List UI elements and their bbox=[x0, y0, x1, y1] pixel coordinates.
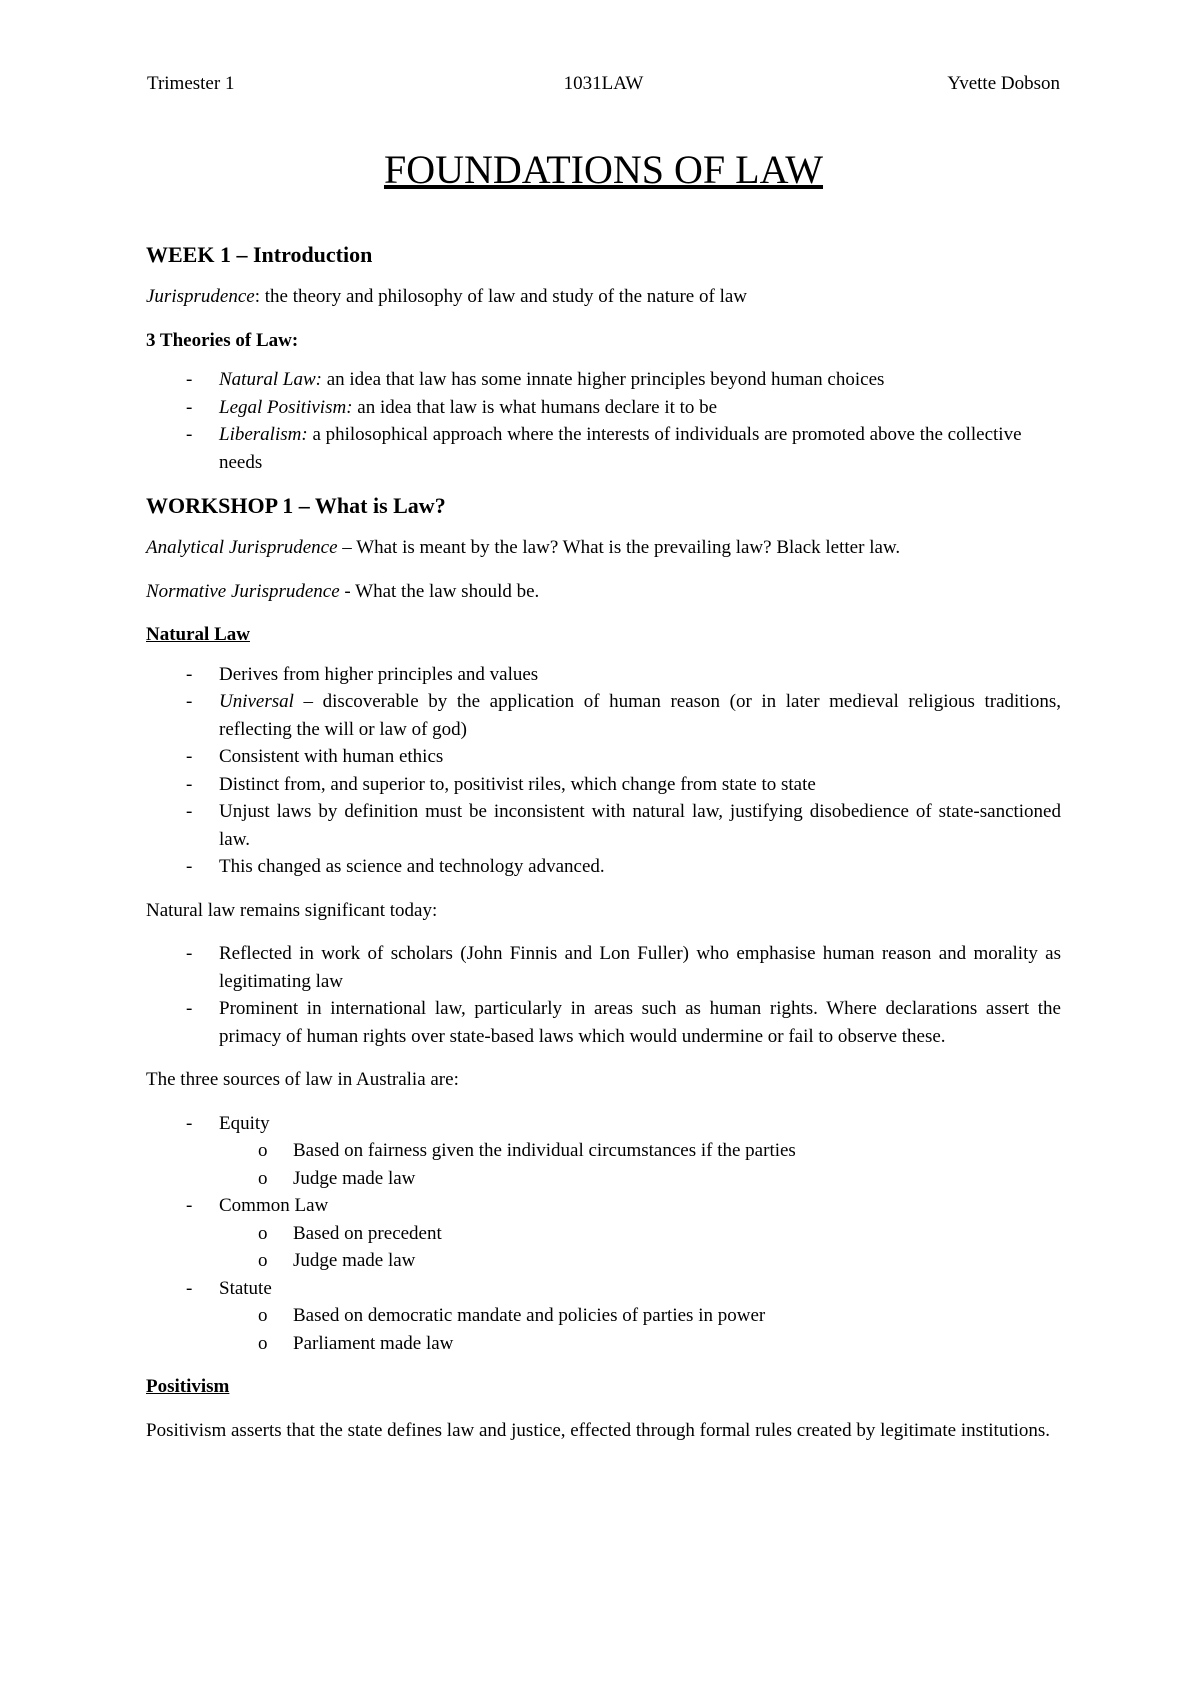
analytical-text: – What is meant by the law? What is the prevailing law? Black letter law. bbox=[337, 537, 901, 558]
workshop1-heading: WORKSHOP 1 – What is Law? bbox=[146, 493, 446, 518]
jurisprudence-term: Jurisprudence bbox=[146, 286, 255, 307]
natural-law-heading: Natural Law bbox=[146, 624, 250, 645]
sub-item: o Based on precedent bbox=[146, 1220, 1061, 1248]
week1-heading: WEEK 1 – Introduction bbox=[146, 242, 373, 267]
sub-item: o Judge made law bbox=[146, 1247, 1061, 1275]
item-text: Distinct from, and superior to, positivist riles, which change from state to state bbox=[219, 773, 816, 795]
list-item bbox=[146, 661, 1061, 689]
list-item bbox=[146, 853, 1061, 881]
source-name: Common Law bbox=[219, 1195, 329, 1216]
normative-jurisprudence bbox=[146, 578, 1061, 606]
source-item bbox=[146, 1110, 1061, 1193]
sub-item: o Parliament made law bbox=[146, 1330, 1061, 1358]
item-text: Derives from higher principles and values bbox=[219, 663, 539, 685]
list-item bbox=[146, 421, 1061, 476]
list-item bbox=[146, 743, 1061, 771]
source-item bbox=[146, 1192, 1061, 1275]
significant-list bbox=[146, 940, 1061, 1050]
sub-item: o Based on democratic mandate and policies of parties in power bbox=[146, 1302, 1061, 1330]
natural-law-list bbox=[146, 661, 1061, 881]
header-right: Yvette Dobson bbox=[947, 73, 1060, 94]
list-item bbox=[146, 688, 1061, 743]
item-text: Unjust laws by definition must be inconsistent with natural law, justifying disobedience of state-sanctioned law. bbox=[219, 801, 1061, 850]
document-title: FOUNDATIONS OF LAW bbox=[383, 147, 824, 192]
positivism-heading: Positivism bbox=[146, 1376, 230, 1397]
significant-intro: Natural law remains significant today: bbox=[146, 899, 438, 921]
header-center: 1031LAW bbox=[563, 73, 644, 94]
sub-list bbox=[219, 1220, 1061, 1275]
sub-list bbox=[219, 1302, 1061, 1357]
theory-term: Liberalism: bbox=[219, 424, 308, 445]
list-item bbox=[146, 798, 1061, 853]
analytical-jurisprudence bbox=[146, 534, 1061, 562]
theories-list bbox=[146, 366, 1061, 476]
document-body bbox=[146, 145, 1061, 1460]
normative-term: Normative Jurisprudence bbox=[146, 580, 340, 602]
list-item bbox=[146, 366, 1061, 394]
theories-heading: 3 Theories of Law: bbox=[146, 329, 299, 351]
item-text: This changed as science and technology advanced. bbox=[219, 856, 605, 877]
source-name: Statute bbox=[219, 1277, 272, 1299]
sub-list bbox=[219, 1137, 1061, 1192]
list-item: - Prominent in international law, particularly in areas such as human rights. Where declarations assert the primacy of human rights over state-based laws which would undermine or fail to observe these. bbox=[146, 995, 1061, 1050]
sub-item: o Judge made law bbox=[146, 1165, 1061, 1193]
sources-intro: The three sources of law in Australia are: bbox=[146, 1069, 459, 1090]
theory-term: Natural Law: bbox=[219, 369, 322, 390]
normative-text: - What the law should be. bbox=[339, 580, 540, 602]
sources-list bbox=[146, 1110, 1061, 1358]
positivism-text: Positivism asserts that the state defines law and justice, effected through formal rules created by legitimate institutions. bbox=[146, 1419, 1051, 1441]
analytical-term: Analytical Jurisprudence bbox=[146, 537, 338, 558]
source-name: Equity bbox=[219, 1112, 270, 1134]
page-header bbox=[147, 73, 1060, 99]
jurisprudence-def-text: : the theory and philosophy of law and study of the nature of law bbox=[254, 286, 748, 307]
source-item bbox=[146, 1275, 1061, 1358]
list-item bbox=[146, 394, 1061, 422]
list-item: - Reflected in work of scholars (John Finnis and Lon Fuller) who emphasise human reason and morality as legitimating law bbox=[146, 940, 1061, 995]
theory-text: an idea that law has some innate higher principles beyond human choices bbox=[321, 369, 885, 390]
theory-text: an idea that law is what humans declare it to be bbox=[352, 396, 718, 418]
theory-term: Legal Positivism: bbox=[219, 396, 353, 418]
theory-text: a philosophical approach where the interests of individuals are promoted above the collective needs bbox=[219, 424, 1022, 473]
item-text: – discoverable by the application of human reason (or in later medieval religious traditions, reflecting the will or law of god) bbox=[219, 691, 1061, 740]
sub-item: o Based on fairness given the individual circumstances if the parties bbox=[146, 1137, 1061, 1165]
header-left: Trimester 1 bbox=[147, 73, 235, 94]
item-term: Universal bbox=[219, 691, 294, 712]
jurisprudence-definition bbox=[146, 283, 1061, 311]
list-item bbox=[146, 771, 1061, 799]
item-text: Consistent with human ethics bbox=[219, 746, 444, 767]
